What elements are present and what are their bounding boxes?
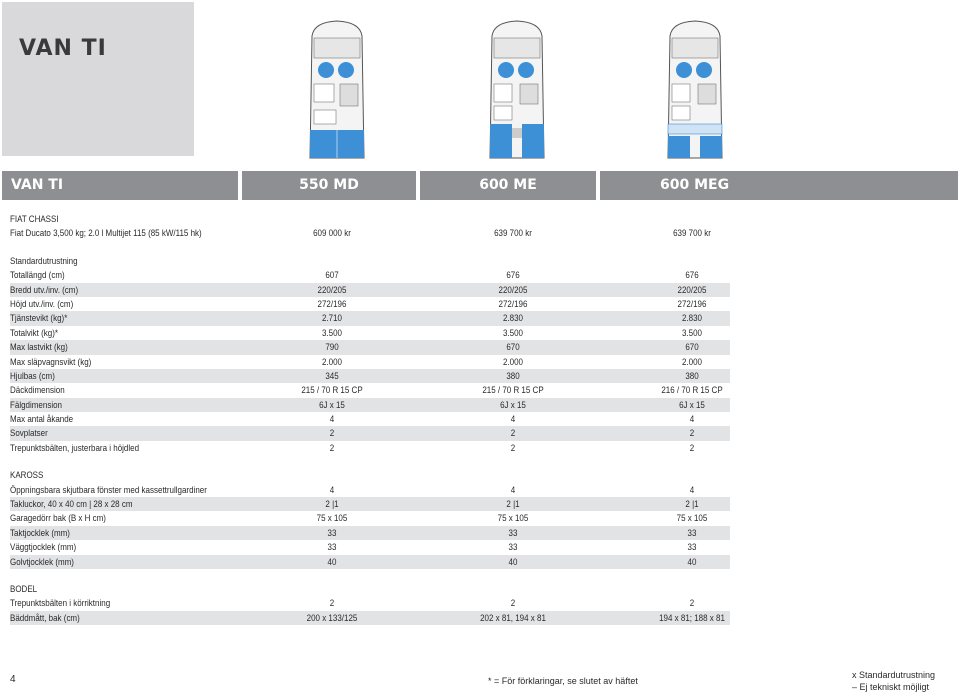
row-label: Tjänstevikt (kg)*: [10, 313, 68, 324]
row-value: 2.830: [681, 313, 702, 324]
row-value: 609 000 kr: [313, 228, 351, 239]
row-label: Golvtjocklek (mm): [10, 556, 74, 567]
row-label: Max antal åkande: [10, 414, 74, 425]
row-label: Bäddmått, bak (cm): [10, 612, 80, 623]
row-label: Max släpvagnsvikt (kg): [10, 356, 92, 367]
section-heading: [10, 212, 730, 226]
row-label: Taktjocklek (mm): [10, 527, 70, 538]
section-heading-label: Standardutrustning: [10, 255, 78, 266]
row-value: 2.000: [681, 356, 702, 367]
row-label: Bredd utv./inv. (cm): [10, 284, 79, 295]
row-value: 40: [687, 556, 697, 567]
row-value: 202 x 81, 194 x 81: [480, 612, 546, 623]
row-value: 40: [327, 556, 337, 567]
row-value: 33: [327, 527, 337, 538]
row-label: Sovplatser: [10, 428, 48, 439]
footnote: * = För förklaringar, se slutet av häftet: [488, 676, 638, 686]
row-value: 2: [689, 598, 695, 609]
table-row: [10, 497, 730, 511]
row-label: Däckdimension: [10, 385, 65, 396]
row-value: 2: [510, 428, 516, 439]
row-label: Max lastvikt (kg): [10, 342, 68, 353]
row-value: 2.000: [502, 356, 523, 367]
section-heading-label: FIAT CHASSI: [10, 214, 59, 224]
row-value: 2: [510, 442, 516, 453]
header-600me: 600 ME: [420, 171, 596, 200]
floorplan-600me: [484, 18, 550, 160]
section-heading: [10, 582, 730, 596]
row-label: Höjd utv./inv. (cm): [10, 298, 74, 309]
row-value: 33: [508, 542, 518, 553]
row-value: 380: [685, 370, 699, 381]
row-value: 216 / 70 R 15 CP: [661, 385, 723, 396]
row-label: Totalvikt (kg)*: [10, 327, 58, 338]
row-value: 345: [325, 370, 339, 381]
row-label: Garagedörr bak (B x H cm): [10, 513, 106, 524]
row-value: 33: [687, 542, 697, 553]
row-value: 2: [689, 428, 695, 439]
section-heading-label: KAROSS: [10, 470, 44, 481]
row-value: 40: [508, 556, 518, 567]
title-box: [2, 2, 194, 156]
table-row: [10, 555, 730, 569]
header-model-line: VAN TI: [2, 171, 238, 200]
row-value: 380: [506, 370, 520, 381]
section-heading: [10, 254, 730, 268]
row-value: 194 x 81; 188 x 81: [659, 612, 725, 623]
table-row: [10, 596, 730, 610]
header-550md: 550 MD: [242, 171, 416, 200]
row-label: Trepunktsbälten, justerbara i höjdled: [10, 442, 140, 453]
row-label: Trepunktsbälten i körriktning: [10, 598, 111, 609]
row-value: 790: [325, 342, 339, 353]
row-label: Totallängd (cm): [10, 270, 65, 281]
row-value: 3.500: [321, 327, 342, 338]
row-value: 33: [508, 527, 518, 538]
row-value: 3.500: [502, 327, 523, 338]
row-value: 4: [510, 484, 516, 495]
row-value: 2 |1: [506, 499, 520, 510]
table-row: [10, 326, 730, 340]
header-600meg: 600 MEG: [600, 171, 958, 200]
row-value: 4: [329, 414, 335, 425]
section-heading: [10, 468, 730, 482]
row-value: 2 |1: [685, 499, 699, 510]
row-value: 272/196: [317, 298, 347, 309]
row-value: 33: [687, 527, 697, 538]
row-label: Öppningsbara skjutbara fönster med kassettrullgardiner: [10, 484, 207, 495]
row-value: 6J x 15: [500, 399, 526, 410]
table-row: [10, 611, 730, 625]
legend-standard: x Standardutrustning: [852, 670, 936, 680]
table-row: [10, 268, 730, 282]
table-row: [10, 441, 730, 455]
table-row: [10, 297, 730, 311]
row-value: 215 / 70 R 15 CP: [301, 385, 363, 396]
table-row: [10, 311, 730, 325]
row-value: 220/205: [317, 284, 347, 295]
row-value: 2 |1: [325, 499, 339, 510]
row-value: 2.710: [321, 313, 342, 324]
table-row: [10, 355, 730, 369]
row-value: 670: [506, 342, 520, 353]
table-row: [10, 383, 730, 397]
table-row: [10, 226, 730, 240]
row-value: 676: [506, 270, 520, 281]
row-value: 2.000: [321, 356, 342, 367]
section-heading-label: BODEL: [10, 583, 38, 594]
table-row: [10, 398, 730, 412]
row-value: 220/205: [677, 284, 707, 295]
page-title: VAN TI: [19, 36, 107, 61]
row-value: 2: [510, 598, 516, 609]
row-value: 6J x 15: [319, 399, 345, 410]
row-label: Väggtjocklek (mm): [10, 542, 77, 553]
table-row: [10, 511, 730, 525]
row-value: 2: [329, 442, 335, 453]
row-value: 75 x 105: [497, 513, 529, 524]
table-row: [10, 526, 730, 540]
row-value: 200 x 133/125: [306, 612, 358, 623]
floorplan-600meg: [662, 18, 728, 160]
row-value: 2.830: [502, 313, 523, 324]
table-row: [10, 340, 730, 354]
row-value: 2: [329, 428, 335, 439]
page-number: 4: [10, 674, 16, 685]
row-label: Fälgdimension: [10, 399, 63, 410]
table-row: [10, 283, 730, 297]
row-value: 6J x 15: [679, 399, 705, 410]
floorplan-550md: [304, 18, 370, 160]
row-value: 639 700 kr: [494, 228, 532, 239]
row-value: 75 x 105: [676, 513, 708, 524]
row-value: 75 x 105: [316, 513, 348, 524]
row-value: 4: [329, 484, 335, 495]
table-row: [10, 426, 730, 440]
row-value: 4: [510, 414, 516, 425]
row-value: 220/205: [498, 284, 528, 295]
row-value: 33: [327, 542, 337, 553]
legend-not-possible: – Ej tekniskt möjligt: [852, 682, 930, 692]
table-row: [10, 412, 730, 426]
table-row: [10, 540, 730, 554]
row-value: 4: [689, 484, 695, 495]
row-value: 639 700 kr: [673, 228, 711, 239]
row-value: 2: [329, 598, 335, 609]
row-label: Fiat Ducato 3,500 kg; 2.0 l Multijet 115 (85 kW/115 hk): [10, 228, 202, 239]
row-value: 4: [689, 414, 695, 425]
spec-table: [10, 212, 730, 625]
row-value: 272/196: [677, 298, 707, 309]
row-value: 2: [689, 442, 695, 453]
row-value: 3.500: [681, 327, 702, 338]
row-label: Hjulbas (cm): [10, 370, 55, 381]
row-value: 607: [325, 270, 339, 281]
row-value: 272/196: [498, 298, 528, 309]
table-row: [10, 369, 730, 383]
row-value: 676: [685, 270, 699, 281]
table-row: [10, 483, 730, 497]
row-value: 215 / 70 R 15 CP: [482, 385, 544, 396]
row-label: Takluckor, 40 x 40 cm | 28 x 28 cm: [10, 499, 133, 510]
row-value: 670: [685, 342, 699, 353]
